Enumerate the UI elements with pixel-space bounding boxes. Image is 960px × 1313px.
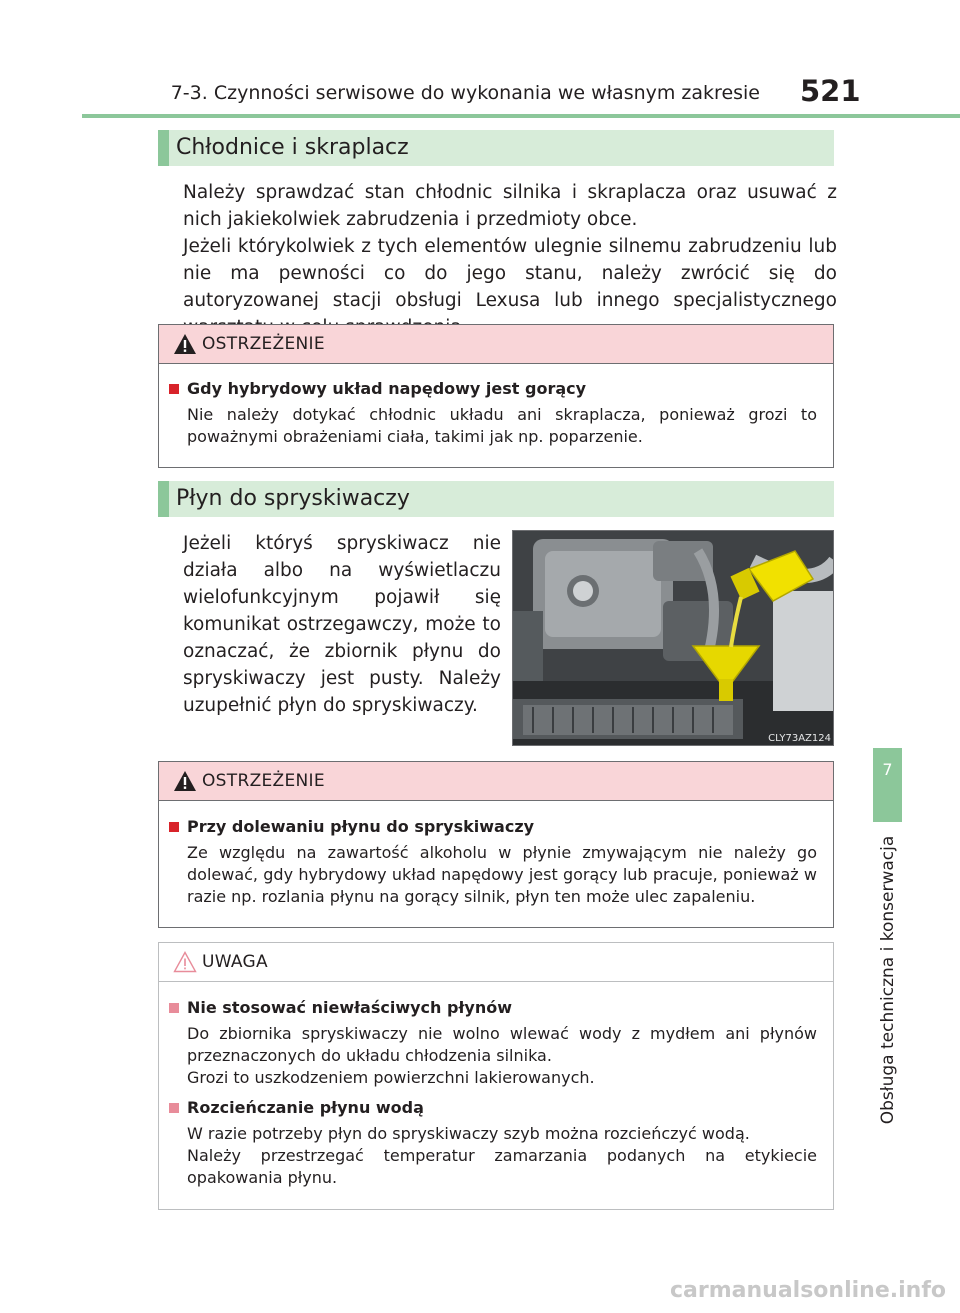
warning-item-body: Ze względu na zawartość alkoholu w płynie zmywającym nie należy go dolewać, gdy hybrydowy układ napędowy jest gorący lub pracuje, ponieważ w razie np. rozlania płynu na gorący silnik, płyn ten może ulec zapaleniu. [187, 843, 817, 906]
chapter-title: 7-3. Czynności serwisowe do wykonania we własnym zakresie [170, 82, 760, 104]
image-code: CLY73AZ124 [768, 733, 831, 744]
square-bullet-icon [169, 1103, 179, 1113]
notice-item-body [187, 1023, 817, 1089]
warning-header [159, 762, 833, 801]
section-washer-text: Jeżeli któryś spryskiwacz nie działa albo na wyświetlaczu wielofunkcyjnym pojawił się komunikat ostrzegawczy, może to oznaczać, że zbiornik płynu do spryskiwaczy jest pusty. Należy uzupełnić płyn do spryskiwaczy. [183, 533, 501, 716]
engine-bay-illustration [513, 531, 834, 746]
side-tab-label [870, 830, 906, 1130]
section-heading-radiators: Chłodnice i skraplacz [158, 130, 834, 166]
notice-line: Do zbiornika spryskiwaczy nie wolno wlewać wody z mydłem ani płynów przeznaczonych do układu chłodzenia silnika. [187, 1024, 817, 1065]
notice-label: UWAGA [202, 952, 268, 972]
warning-item-title [187, 378, 833, 400]
warning-box-refilling [158, 761, 834, 928]
warning-box-hot-system [158, 324, 834, 468]
notice-item-title-text: Rozcieńczanie płynu wodą [187, 1098, 424, 1117]
notice-item-title [187, 997, 833, 1019]
notice-item-title-text: Nie stosować niewłaściwych płynów [187, 998, 512, 1017]
side-tab-label-text: Obsługa techniczna i konserwacja [878, 835, 898, 1125]
warning-item-title-text: Gdy hybrydowy układ napędowy jest gorący [187, 379, 587, 398]
warning-item-title-text: Przy dolewaniu płynu do spryskiwaczy [187, 817, 535, 836]
warning-header [159, 325, 833, 364]
notice-line: W razie potrzeby płyn do spryskiwaczy szyb można rozcieńczyć wodą. [187, 1124, 750, 1143]
paragraph: Jeżeli którykolwiek z tych elementów ulegnie silnemu zabrudzeniu lub nie ma pewności co do jego stanu, należy zwrócić się do autoryzowanej stacji obsługi Lexusa lub innego specjalistycznego [183, 236, 837, 311]
header-rule [82, 114, 960, 118]
square-bullet-icon [169, 384, 179, 394]
paragraph: Należy sprawdzać stan chłodnic silnika i skraplacza oraz usuwać z nich jakiekolwiek zabrudzenia i przedmioty obce. [183, 182, 837, 230]
square-bullet-icon [169, 822, 179, 832]
warning-item-body: Nie należy dotykać chłodnic układu ani skraplacza, ponieważ grozi to poważnymi obrażeniami ciała, takimi jak np. poparzenie. [187, 405, 817, 446]
side-tab-number: 7 [873, 748, 902, 822]
washer-fluid-refill-photo [512, 530, 834, 746]
page-number: 521 [800, 74, 861, 108]
watermark: carmanualsonline.info [670, 1278, 946, 1303]
section-heading-washer-fluid: Płyn do spryskiwaczy [158, 481, 834, 517]
caution-triangle-icon [173, 951, 197, 973]
section-radiators-text [183, 179, 837, 341]
notice-item-title [187, 1097, 833, 1119]
notice-box [158, 942, 834, 1210]
warning-triangle-icon [173, 333, 197, 355]
warning-label: OSTRZEŻENIE [202, 771, 325, 791]
warning-item-title [187, 816, 833, 838]
notice-line: Należy przestrzegać temperatur zamarzania podanych na etykiecie opakowania płynu. [187, 1146, 817, 1187]
warning-triangle-icon [173, 770, 197, 792]
notice-item-body [187, 1123, 817, 1189]
warning-label: OSTRZEŻENIE [202, 334, 325, 354]
square-bullet-icon [169, 1003, 179, 1013]
notice-header [159, 943, 833, 982]
notice-line: Grozi to uszkodzeniem powierzchni lakierowanych. [187, 1068, 595, 1087]
